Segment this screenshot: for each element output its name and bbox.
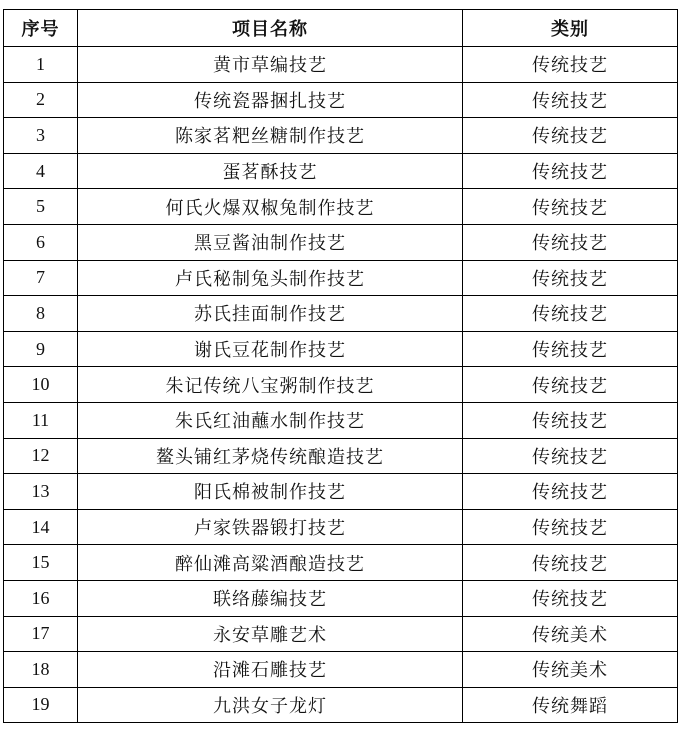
table-row <box>4 580 678 616</box>
row-serial-number: 17 <box>4 616 78 652</box>
row-category: 传统技艺 <box>463 82 678 118</box>
row-serial-number: 16 <box>4 580 78 616</box>
row-category: 传统技艺 <box>463 402 678 438</box>
row-category: 传统技艺 <box>463 545 678 581</box>
row-serial-number: 12 <box>4 438 78 474</box>
row-item-name: 谢氏豆花制作技艺 <box>78 331 463 367</box>
row-serial-number: 2 <box>4 82 78 118</box>
row-category: 传统技艺 <box>463 153 678 189</box>
table-row <box>4 260 678 296</box>
row-category: 传统技艺 <box>463 118 678 154</box>
table-row <box>4 224 678 260</box>
row-item-name: 卢家铁器锻打技艺 <box>78 509 463 545</box>
row-category: 传统技艺 <box>463 189 678 225</box>
row-category: 传统技艺 <box>463 438 678 474</box>
row-category: 传统技艺 <box>463 47 678 83</box>
header-category: 类别 <box>463 10 678 47</box>
row-category: 传统技艺 <box>463 296 678 332</box>
table-row <box>4 509 678 545</box>
row-serial-number: 18 <box>4 652 78 688</box>
row-item-name: 卢氏秘制兔头制作技艺 <box>78 260 463 296</box>
table-header-row <box>4 10 678 47</box>
table-row <box>4 47 678 83</box>
row-item-name: 朱氏红油蘸水制作技艺 <box>78 402 463 438</box>
table-body <box>4 47 678 723</box>
header-serial-number: 序号 <box>4 10 78 47</box>
row-serial-number: 8 <box>4 296 78 332</box>
table-row <box>4 153 678 189</box>
row-item-name: 九洪女子龙灯 <box>78 687 463 723</box>
row-item-name: 朱记传统八宝粥制作技艺 <box>78 367 463 403</box>
table-row <box>4 118 678 154</box>
row-serial-number: 9 <box>4 331 78 367</box>
row-category: 传统技艺 <box>463 474 678 510</box>
document-page <box>3 9 678 723</box>
row-category: 传统美术 <box>463 616 678 652</box>
row-item-name: 传统瓷器捆扎技艺 <box>78 82 463 118</box>
row-item-name: 阳氏棉被制作技艺 <box>78 474 463 510</box>
header-item-name: 项目名称 <box>78 10 463 47</box>
table-row <box>4 402 678 438</box>
row-category: 传统美术 <box>463 652 678 688</box>
row-serial-number: 6 <box>4 224 78 260</box>
row-serial-number: 4 <box>4 153 78 189</box>
table-row <box>4 296 678 332</box>
row-category: 传统技艺 <box>463 509 678 545</box>
row-serial-number: 13 <box>4 474 78 510</box>
table-row <box>4 438 678 474</box>
row-item-name: 苏氏挂面制作技艺 <box>78 296 463 332</box>
table-row <box>4 545 678 581</box>
table-row <box>4 331 678 367</box>
row-category: 传统舞蹈 <box>463 687 678 723</box>
row-item-name: 鳌头铺红茅烧传统酿造技艺 <box>78 438 463 474</box>
row-serial-number: 7 <box>4 260 78 296</box>
row-item-name: 联络藤编技艺 <box>78 580 463 616</box>
table-row <box>4 82 678 118</box>
row-item-name: 黑豆酱油制作技艺 <box>78 224 463 260</box>
row-serial-number: 1 <box>4 47 78 83</box>
table-row <box>4 189 678 225</box>
row-serial-number: 15 <box>4 545 78 581</box>
row-serial-number: 5 <box>4 189 78 225</box>
row-serial-number: 10 <box>4 367 78 403</box>
row-category: 传统技艺 <box>463 367 678 403</box>
row-serial-number: 3 <box>4 118 78 154</box>
row-item-name: 陈家茗粑丝糖制作技艺 <box>78 118 463 154</box>
row-category: 传统技艺 <box>463 224 678 260</box>
row-item-name: 蛋茗酥技艺 <box>78 153 463 189</box>
heritage-items-table <box>3 9 678 723</box>
table-row <box>4 367 678 403</box>
row-serial-number: 14 <box>4 509 78 545</box>
table-row <box>4 474 678 510</box>
row-category: 传统技艺 <box>463 580 678 616</box>
table-row <box>4 616 678 652</box>
table-row <box>4 687 678 723</box>
row-item-name: 沿滩石雕技艺 <box>78 652 463 688</box>
row-category: 传统技艺 <box>463 260 678 296</box>
row-item-name: 何氏火爆双椒兔制作技艺 <box>78 189 463 225</box>
row-item-name: 黄市草编技艺 <box>78 47 463 83</box>
table-row <box>4 652 678 688</box>
row-item-name: 醉仙滩高粱酒酿造技艺 <box>78 545 463 581</box>
row-serial-number: 19 <box>4 687 78 723</box>
row-serial-number: 11 <box>4 402 78 438</box>
row-item-name: 永安草雕艺术 <box>78 616 463 652</box>
row-category: 传统技艺 <box>463 331 678 367</box>
